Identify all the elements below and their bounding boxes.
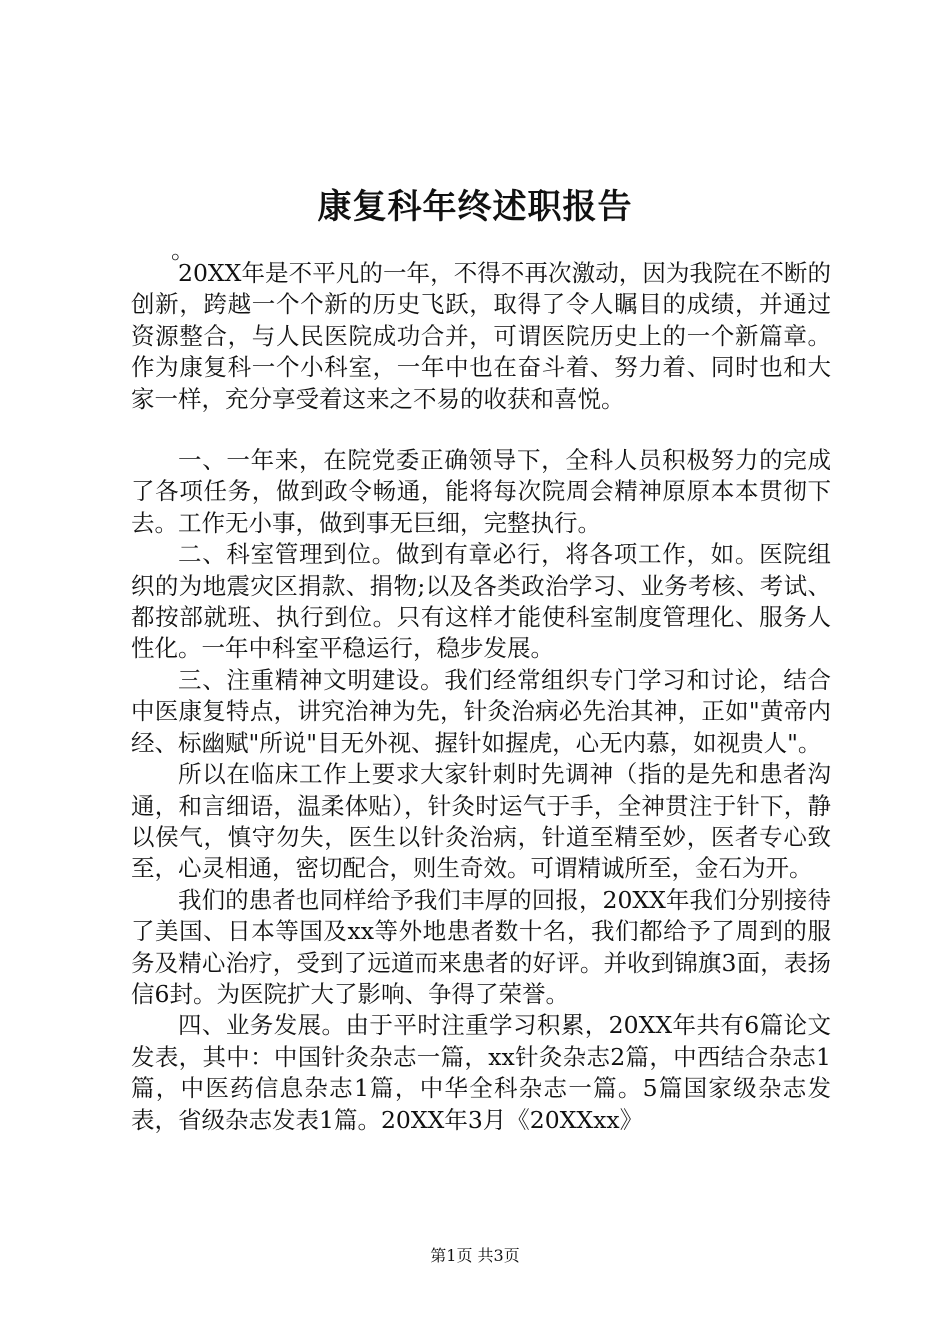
- paragraph-section-4: 四、业务发展。由于平时注重学习积累，20XX年共有6篇论文发表，其中：中国针灸杂志一篇，xx针灸杂志2篇，中西结合杂志1篇，中医药信息杂志1篇，中华全科杂志一篇。5篇国家级杂志发表，省级杂志发表1篇。20XX年3月《20XXxx》: [131, 1011, 831, 1134]
- page-number-footer: 第1页 共3页: [430, 1246, 520, 1265]
- paragraph-section-3: 三、注重精神文明建设。我们经常组织专门学习和讨论，结合中医康复特点，讲究治神为先，针灸治病必先治其神，正如"黄帝内经、标幽赋"所说"目无外视、握针如握虎，心无内慕，如视贵人"。: [131, 665, 831, 757]
- lead-mark: 。: [171, 236, 195, 264]
- paragraph-section-2: 二、科室管理到位。做到有章必行，将各项工作，如。医院组织的为地震灾区捐款、捐物;以及各类政治学习、业务考核、考试、都按部就班、执行到位。只有这样才能使科室制度管理化、服务人性化。一年中科室平稳运行，稳步发展。: [131, 540, 831, 663]
- paragraph-clinical-work: 所以在临床工作上要求大家针刺时先调神（指的是先和患者沟通，和言细语，温柔体贴），针灸时运气于手，全神贯注于针下，静以侯气，慎守勿失，医生以针灸治病，针道至精至妙，医者专心致至，心灵相通，密切配合，则生奇效。可谓精诚所至，金石为开。: [131, 760, 831, 883]
- paragraph-patient-feedback: 我们的患者也同样给予我们丰厚的回报，20XX年我们分别接待了美国、日本等国及xx等外地患者数十名，我们都给予了周到的服务及精心治疗，受到了远道而来患者的好评。并收到锦旗3面，表扬信6封。为医院扩大了影响、争得了荣誉。: [131, 885, 831, 1008]
- document-title: 康复科年终述职报告: [317, 187, 633, 227]
- paragraph-section-1: 一、一年来，在院党委正确领导下，全科人员积极努力的完成了各项任务，做到政令畅通，能将每次院周会精神原原本本贯彻下去。工作无小事，做到事无巨细，完整执行。: [131, 446, 831, 537]
- paragraph-intro: 20XX年是不平凡的一年，不得不再次激动，因为我院在不断的创新，跨越一个个新的历史飞跃，取得了令人瞩目的成绩，并通过资源整合，与人民医院成功合并，可谓医院历史上的一个新篇章。作为康复科一个小科室，一年中也在奋斗着、努力着、同时也和大家一样，充分享受着这来之不易的收获和喜悦。: [131, 259, 831, 413]
- document-body: [131, 236, 831, 1136]
